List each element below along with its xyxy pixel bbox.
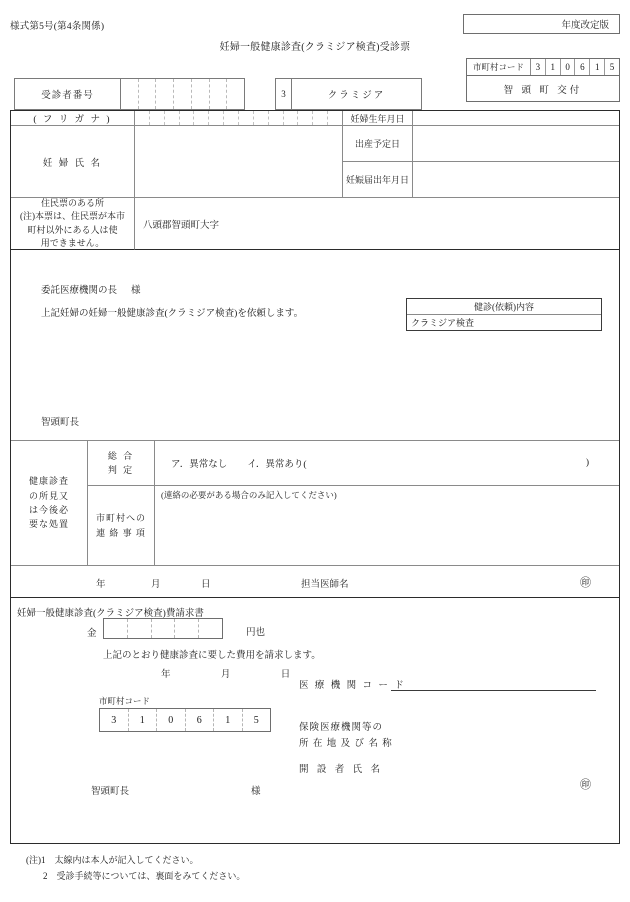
footer-note-2: 2 受診手続等については、裏面をみてください。 xyxy=(43,871,246,882)
document-title: 妊婦一般健康診査(クラミジア検査)受診票 xyxy=(219,42,411,53)
billing-code-digit: 1 xyxy=(214,709,243,731)
billing-date-day: 日 xyxy=(280,670,291,680)
request-addressee-text: 委託医療機関の長 xyxy=(41,286,118,296)
municipal-code-label: 市町村コード xyxy=(467,59,531,75)
patient-name-input[interactable] xyxy=(135,126,343,198)
address-input[interactable]: 八頭郡智頭町大字 xyxy=(135,198,619,250)
billing-municipal-code-label: 市町村コード xyxy=(99,696,151,706)
doctor-date-day: 日 xyxy=(201,580,211,590)
billing-date-year: 年 xyxy=(161,670,171,680)
owner-seal-icon: ㊞ xyxy=(580,779,591,791)
municipal-code-digit: 6 xyxy=(575,59,590,75)
request-block xyxy=(11,272,619,441)
billing-code-digit: 5 xyxy=(253,714,259,726)
kana-input[interactable] xyxy=(135,111,343,126)
birth-date-label: 妊婦生年月日 xyxy=(343,111,413,126)
pregnancy-notify-input[interactable] xyxy=(413,162,619,198)
request-signer: 智頭町長 xyxy=(41,418,80,428)
option-abnormal[interactable]: イ．異常あり( xyxy=(247,460,307,470)
option-abnormal-close: ) xyxy=(585,458,589,468)
request-addressee xyxy=(41,282,141,296)
municipal-code-strip xyxy=(466,58,620,76)
billing-mayor: 智頭町長 xyxy=(91,787,130,797)
billing-code-digit: 0 xyxy=(157,709,186,731)
doctor-date-year: 年 xyxy=(96,580,106,590)
billing-block xyxy=(11,598,619,843)
findings-label-line: 要な処置 xyxy=(28,519,69,530)
judgement-options[interactable] xyxy=(155,441,619,486)
main-frame xyxy=(10,110,620,844)
billing-code-digit: 3 xyxy=(100,709,129,731)
judgement-label xyxy=(88,441,154,486)
exam-kind-name: クラミジア xyxy=(292,78,422,110)
address-label xyxy=(11,198,135,250)
address-label-line: (注)本票は、住民票が本市 xyxy=(20,211,125,221)
amount-input[interactable] xyxy=(103,618,223,639)
judgement-label-line: 総 合 xyxy=(107,450,135,461)
billing-code-digit: 6 xyxy=(186,709,215,731)
findings-label-line: 健康診査 xyxy=(28,476,69,487)
option-normal[interactable]: ア．異常なし xyxy=(171,460,228,470)
amount-unit: 円也 xyxy=(246,628,266,638)
institution-code-label: 医 療 機 関 コ ー ド xyxy=(299,681,406,691)
table-row xyxy=(11,111,619,126)
birth-date-input[interactable] xyxy=(413,111,619,126)
issuer-box: 智 頭 町 交付 xyxy=(466,76,620,102)
due-date-input[interactable] xyxy=(413,126,619,162)
personal-info-table xyxy=(11,111,619,250)
billing-municipal-code xyxy=(99,708,271,732)
contact-note-area[interactable] xyxy=(155,486,619,565)
doctor-name-label: 担当医師名 xyxy=(301,580,349,590)
institution-address-label xyxy=(299,720,393,752)
billing-date xyxy=(161,666,290,680)
request-honorific: 様 xyxy=(131,286,141,296)
address-label-line: 町村以外にある人は使 xyxy=(27,224,118,235)
findings-label xyxy=(11,441,88,565)
owner-name-label: 開 設 者 氏 名 xyxy=(299,765,384,775)
institution-address-line: 所 在 地 及 び 名 称 xyxy=(299,739,393,750)
findings-label-line: の所見又 xyxy=(28,490,69,501)
billing-statement: 上記のとおり健康診査に要した費用を請求します。 xyxy=(103,651,321,661)
municipal-code-digit: 5 xyxy=(609,62,615,72)
revision-box xyxy=(463,14,620,34)
municipal-code-digit: 1 xyxy=(590,59,605,75)
table-row xyxy=(11,126,619,198)
amount-label: 金 xyxy=(87,629,97,639)
address-label-line: 用できません。 xyxy=(40,238,105,248)
billing-code-digit: 1 xyxy=(129,709,158,731)
address-label-line: 住民票のある所 xyxy=(40,197,104,208)
exam-content-box xyxy=(406,298,602,331)
billing-date-month: 月 xyxy=(220,670,231,680)
contact-label-line: 市町村への xyxy=(95,513,146,524)
due-date-label: 出産予定日 xyxy=(343,126,413,162)
municipal-code-digit: 1 xyxy=(546,59,561,75)
billing-title: 妊婦一般健康診査(クラミジア検査)費請求書 xyxy=(17,609,204,619)
doctor-date-month: 月 xyxy=(151,580,161,590)
receiver-number-input[interactable] xyxy=(121,78,245,110)
pregnancy-notify-label: 妊娠届出年月日 xyxy=(343,162,413,198)
footer-note-1: (注)1 太線内は本人が記入してください。 xyxy=(26,855,199,865)
findings-label-line: は今後必 xyxy=(28,505,69,515)
billing-mayor-honorific: 様 xyxy=(251,787,261,797)
exam-content-header: 健診(依頼)内容 xyxy=(407,299,601,315)
contact-label-line: 連 絡 事 項 xyxy=(96,527,146,538)
contact-label xyxy=(88,486,154,565)
exam-content-item: クラミジア検査 xyxy=(411,318,475,328)
request-body: 上記妊婦の妊婦一般健康診査(クラミジア検査)を依頼します。 xyxy=(41,309,304,319)
table-row xyxy=(11,198,619,250)
judgement-label-line: 判 定 xyxy=(107,465,135,475)
receiver-number-label: 受診者番号 xyxy=(14,78,121,110)
exam-kind-number: 3 xyxy=(275,78,292,110)
findings-block xyxy=(11,441,619,566)
revision-label: 年度改定版 xyxy=(561,21,609,31)
form-number: 様式第5号(第4条関係) xyxy=(10,22,105,32)
findings-mid-labels xyxy=(88,441,155,565)
findings-values xyxy=(155,441,619,565)
patient-name-label: 妊 婦 氏 名 xyxy=(11,126,135,198)
contact-note: (連絡の必要がある場合のみ記入してください) xyxy=(161,490,337,500)
doctor-signature-row xyxy=(11,566,619,598)
municipal-code-digit: 0 xyxy=(561,59,576,75)
kana-label: ( フ リ ガ ナ ) xyxy=(11,111,135,126)
institution-code-input[interactable] xyxy=(391,690,596,691)
seal-icon: ㊞ xyxy=(580,577,591,589)
institution-address-line: 保険医療機関等の xyxy=(299,723,384,733)
footer-notes xyxy=(26,852,245,884)
receiver-number-band xyxy=(14,78,434,110)
municipal-code-digit: 3 xyxy=(531,59,546,75)
